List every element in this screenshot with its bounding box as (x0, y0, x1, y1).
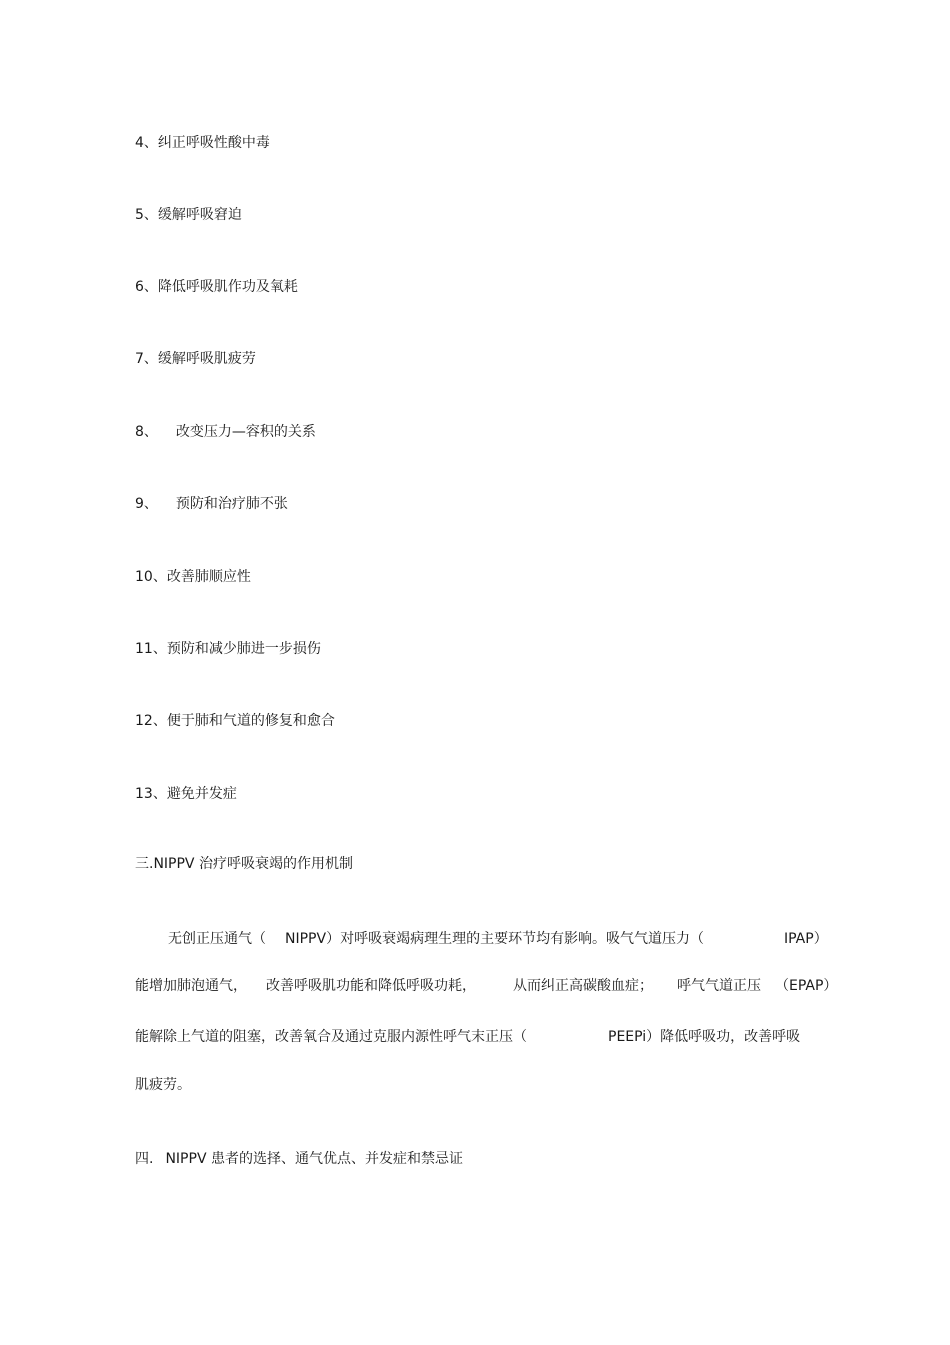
list-item-separator: 、 (143, 424, 158, 440)
list-item-text: 预防和治疗肺不张 (175, 496, 288, 512)
list-item-number: 11 (135, 641, 153, 657)
paragraph-text: NIPPV）对呼吸衰竭病理生理的主要环节均有影响。吸气气道压力（ (285, 931, 705, 947)
list-item (135, 134, 270, 152)
list-item (135, 712, 335, 730)
section-heading (135, 1150, 463, 1168)
paragraph-text: 从而纠正高碳酸血症； (513, 978, 653, 994)
list-item-text: 便于肺和气道的修复和愈合 (166, 713, 335, 729)
paragraph-text: 改善呼吸肌功能和降低呼吸功耗， (266, 978, 476, 994)
list-item-separator: 、 (143, 351, 158, 367)
paragraph-text: 无创正压通气（ (168, 931, 266, 947)
paragraph-text: 能解除上气道的阻塞，改善氧合及通过克服内源性呼气末正压（ (135, 1029, 527, 1045)
section-title: NIPPV 患者的选择、通气优点、并发症和禁忌证 (165, 1151, 463, 1167)
list-item-text: 缓解呼吸肌疲劳 (157, 351, 256, 367)
paragraph-text: IPAP） (784, 931, 828, 947)
list-item-separator: 、 (152, 569, 167, 585)
list-item-text: 纠正呼吸性酸中毒 (157, 135, 270, 151)
list-item (135, 206, 242, 224)
list-item-text: 改变压力—容积的关系 (175, 424, 316, 440)
list-item-number: 9 (135, 496, 144, 512)
list-item (135, 423, 316, 441)
list-item-number: 5 (135, 207, 144, 223)
list-item (135, 640, 321, 658)
list-item-text: 改善肺顺应性 (166, 569, 251, 585)
list-item (135, 278, 298, 296)
list-item-number: 8 (135, 424, 144, 440)
list-item-number: 4 (135, 135, 144, 151)
list-item (135, 785, 237, 803)
list-item-number: 10 (135, 569, 153, 585)
list-item-text: 降低呼吸肌作功及氧耗 (157, 279, 298, 295)
paragraph-text: PEEPi）降低呼吸功，改善呼吸 (608, 1029, 801, 1045)
paragraph-text: （EPAP） (775, 978, 838, 994)
list-item-number: 7 (135, 351, 144, 367)
list-item (135, 568, 251, 586)
list-item (135, 350, 256, 368)
list-item-number: 12 (135, 713, 153, 729)
paragraph-text: 呼气气道正压 (677, 978, 761, 994)
list-item-separator: 、 (152, 786, 167, 802)
list-item-separator: 、 (152, 641, 167, 657)
section-number: 四. (135, 1151, 154, 1167)
paragraph-text: 能增加肺泡通气， (135, 978, 247, 994)
list-item-separator: 、 (143, 135, 158, 151)
paragraph-text: 肌疲劳。 (135, 1077, 191, 1093)
list-item-text: 缓解呼吸窘迫 (157, 207, 242, 223)
list-item-number: 6 (135, 279, 144, 295)
list-item (135, 495, 288, 513)
section-heading: 三.NIPPV 治疗呼吸衰竭的作用机制 (135, 856, 353, 872)
list-item-number: 13 (135, 786, 153, 802)
list-item-separator: 、 (143, 279, 158, 295)
list-item-text: 避免并发症 (166, 786, 237, 802)
list-item-text: 预防和减少肺进一步损伤 (166, 641, 321, 657)
list-item-separator: 、 (152, 713, 167, 729)
list-item-separator: 、 (143, 496, 158, 512)
list-item-separator: 、 (143, 207, 158, 223)
